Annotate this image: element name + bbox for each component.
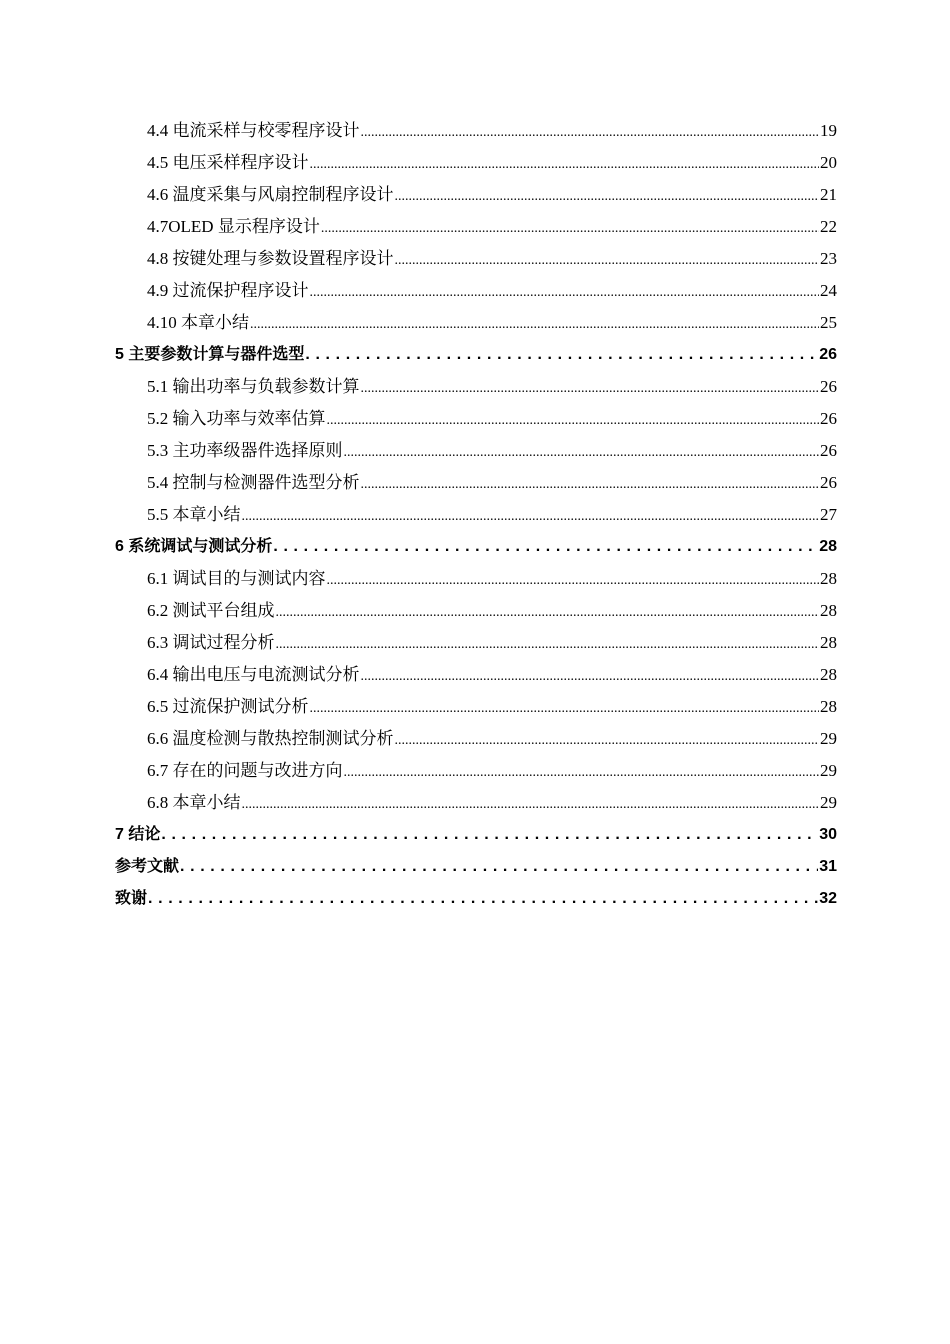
toc-dot-leader xyxy=(276,595,820,629)
toc-entry-title: 5.2 输入功率与效率估算 xyxy=(147,409,326,428)
toc-entry-page-number: 26 xyxy=(820,409,837,428)
toc-dot-leader xyxy=(361,371,820,405)
toc-section-entry[interactable] xyxy=(115,659,837,691)
toc-section-entry[interactable] xyxy=(115,755,837,787)
toc-dot-leader xyxy=(242,499,820,533)
toc-chapter-entry[interactable] xyxy=(115,883,837,915)
toc-section-entry[interactable] xyxy=(115,467,837,499)
toc-dot-leader xyxy=(361,467,820,501)
toc-section-entry[interactable] xyxy=(115,147,837,179)
toc-dot-leader xyxy=(250,307,819,341)
toc-dot-leader xyxy=(395,723,820,757)
toc-dot-leader xyxy=(344,435,820,469)
toc-entry-page-number: 23 xyxy=(820,249,837,268)
toc-entry-page-number: 28 xyxy=(819,538,837,555)
toc-dot-leader xyxy=(344,755,820,789)
toc-dot-leader xyxy=(361,115,820,149)
toc-entry-title: 6.2 测试平台组成 xyxy=(147,601,275,620)
toc-entry-page-number: 28 xyxy=(820,665,837,684)
toc-entry-title: 4.6 温度采集与风扇控制程序设计 xyxy=(147,185,394,204)
toc-entry-page-number: 31 xyxy=(819,858,837,875)
toc-section-entry[interactable] xyxy=(115,435,837,467)
toc-entry-page-number: 29 xyxy=(820,729,837,748)
toc-entry-page-number: 32 xyxy=(819,890,837,907)
toc-entry-page-number: 28 xyxy=(820,569,837,588)
toc-entry-title: 4.7OLED 显示程序设计 xyxy=(147,217,320,236)
toc-entry-title: 6.4 输出电压与电流测试分析 xyxy=(147,665,360,684)
toc-section-entry[interactable] xyxy=(115,563,837,595)
toc-entry-page-number: 29 xyxy=(820,761,837,780)
toc-dot-leader xyxy=(242,787,820,821)
toc-section-entry[interactable] xyxy=(115,275,837,307)
toc-entry-page-number: 26 xyxy=(820,441,837,460)
toc-entry-title: 6 系统调试与测试分析 xyxy=(115,538,273,555)
toc-entry-title: 6.7 存在的问题与改进方向 xyxy=(147,761,343,780)
toc-entry-page-number: 28 xyxy=(820,601,837,620)
toc-dot-leader xyxy=(273,531,818,563)
toc-section-entry[interactable] xyxy=(115,307,837,339)
toc-entry-title: 6.3 调试过程分析 xyxy=(147,633,275,652)
toc-entry-title: 6.8 本章小结 xyxy=(147,793,241,812)
toc-dot-leader xyxy=(276,627,820,661)
toc-entry-page-number: 26 xyxy=(820,377,837,396)
toc-section-entry[interactable] xyxy=(115,787,837,819)
toc-entry-page-number: 30 xyxy=(819,826,837,843)
toc-chapter-entry[interactable] xyxy=(115,851,837,883)
toc-entry-page-number: 19 xyxy=(820,121,837,140)
toc-section-entry[interactable] xyxy=(115,723,837,755)
toc-entry-page-number: 26 xyxy=(819,346,837,363)
toc-section-entry[interactable] xyxy=(115,627,837,659)
toc-entry-title: 7 结论 xyxy=(115,826,161,843)
toc-entry-page-number: 26 xyxy=(820,473,837,492)
toc-section-entry[interactable] xyxy=(115,691,837,723)
toc-entry-page-number: 28 xyxy=(820,633,837,652)
toc-dot-leader xyxy=(148,883,818,915)
toc-entry-page-number: 28 xyxy=(820,697,837,716)
toc-chapter-entry[interactable] xyxy=(115,339,837,371)
toc-entry-title: 5.4 控制与检测器件选型分析 xyxy=(147,473,360,492)
toc-section-entry[interactable] xyxy=(115,499,837,531)
toc-chapter-entry[interactable] xyxy=(115,819,837,851)
toc-section-entry[interactable] xyxy=(115,403,837,435)
toc-entry-title: 致谢 xyxy=(115,890,148,907)
toc-dot-leader xyxy=(161,819,818,851)
toc-dot-leader xyxy=(310,691,820,725)
toc-dot-leader xyxy=(327,403,820,437)
toc-section-entry[interactable] xyxy=(115,371,837,403)
toc-entry-title: 5 主要参数计算与器件选型 xyxy=(115,346,305,363)
toc-dot-leader xyxy=(321,211,819,245)
toc-entry-title: 4.5 电压采样程序设计 xyxy=(147,153,309,172)
toc-entry-page-number: 29 xyxy=(820,793,837,812)
toc-entry-page-number: 20 xyxy=(820,153,837,172)
toc-entry-title: 6.1 调试目的与测试内容 xyxy=(147,569,326,588)
toc-entry-title: 4.9 过流保护程序设计 xyxy=(147,281,309,300)
toc-dot-leader xyxy=(310,147,820,181)
toc-dot-leader xyxy=(305,339,818,371)
toc-entry-title: 4.8 按键处理与参数设置程序设计 xyxy=(147,249,394,268)
toc-dot-leader xyxy=(327,563,820,597)
toc-chapter-entry[interactable] xyxy=(115,531,837,563)
toc-entry-page-number: 22 xyxy=(820,217,837,236)
toc-entry-title: 6.6 温度检测与散热控制测试分析 xyxy=(147,729,394,748)
toc-entry-title: 5.1 输出功率与负载参数计算 xyxy=(147,377,360,396)
toc-entry-title: 6.5 过流保护测试分析 xyxy=(147,697,309,716)
toc-entry-title: 参考文献 xyxy=(115,858,180,875)
toc-entry-title: 5.3 主功率级器件选择原则 xyxy=(147,441,343,460)
toc-dot-leader xyxy=(395,179,820,213)
toc-dot-leader xyxy=(395,243,820,277)
toc-entry-title: 4.4 电流采样与校零程序设计 xyxy=(147,121,360,140)
table-of-contents xyxy=(115,115,837,915)
toc-section-entry[interactable] xyxy=(115,179,837,211)
toc-entry-page-number: 21 xyxy=(820,185,837,204)
toc-dot-leader xyxy=(180,851,818,883)
toc-entry-page-number: 24 xyxy=(820,281,837,300)
toc-section-entry[interactable] xyxy=(115,595,837,627)
toc-entry-page-number: 27 xyxy=(820,505,837,524)
toc-section-entry[interactable] xyxy=(115,243,837,275)
toc-entry-page-number: 25 xyxy=(820,313,837,332)
toc-dot-leader xyxy=(310,275,820,309)
toc-section-entry[interactable] xyxy=(115,211,837,243)
toc-entry-title: 4.10 本章小结 xyxy=(147,313,249,332)
toc-dot-leader xyxy=(361,659,820,693)
toc-entry-title: 5.5 本章小结 xyxy=(147,505,241,524)
toc-section-entry[interactable] xyxy=(115,115,837,147)
